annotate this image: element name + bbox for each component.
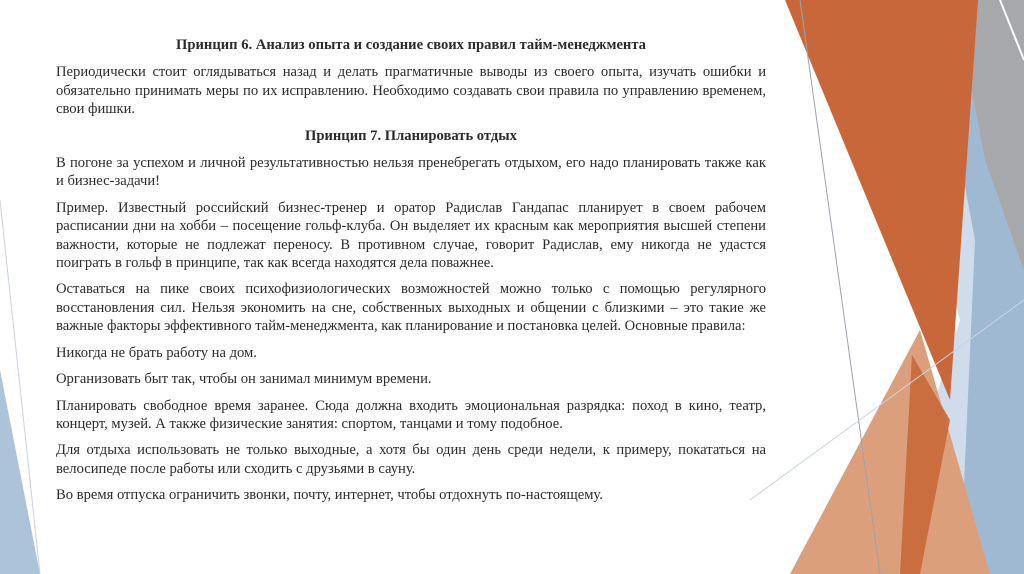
paragraph-7: Планировать свободное время заранее. Сюда должна входить эмоциональная разрядка: поход в кино, театр, концерт, музей. А также физические занятия: спортом, танцами и тому подобное. — [56, 397, 766, 432]
right-top-orange-triangle — [785, 0, 978, 400]
paragraph-3: Пример. Известный российский бизнес-тренер и оратор Радислав Гандапас планирует в своем рабочем расписании дни на хобби – посещение гольф-клуба. Он выделяет их красным как мероприятия высшей степени важности, которые не подлежат переносу. В противном случае, говорит Радислав, ему никогда не удастся поиграть в гольф в принципе, так как всегда находятся дела поважнее. — [56, 199, 766, 272]
left-blue-triangle — [0, 370, 40, 574]
paragraph-5: Никогда не брать работу на дом. — [56, 344, 257, 361]
paragraph-1: Периодически стоит оглядываться назад и делать прагматичные выводы из своего опыта, изучать ошибки и обязательно принимать меры по их исправлению. Необходимо создавать свои правила по управлению временем, свои фишки. — [56, 64, 766, 118]
heading-principle-6: Принцип 6. Анализ опыта и создание своих правил тайм-менеджмента — [176, 37, 646, 53]
paragraph-2: В погоне за успехом и личной результативностью нельзя пренебрегать отдыхом, его надо планировать также как и бизнес-задачи! — [56, 155, 766, 190]
paragraph-4: Оставаться на пике своих психофизиологических возможностей можно только с помощью регулярного восстановления сил. Нельзя экономить на сне, собственных выходных и общении с близкими – это такие же важные факторы эффективного тайм-менеджмента, как планирование и постановка целей. Основные правила: — [56, 281, 766, 335]
paragraph-8: Для отдыха использовать не только выходные, а хотя бы один день среди недели, к примеру, покататься на велосипеде после работы или сходить с друзьями в сауну. — [56, 442, 766, 477]
heading-principle-7: Принцип 7. Планировать отдых — [305, 127, 517, 144]
slide-content — [56, 36, 766, 513]
paragraph-6: Организовать быт так, чтобы он занимал минимум времени. — [56, 371, 432, 388]
paragraph-9: Во время отпуска ограничить звонки, почту, интернет, чтобы отдохнуть по-настоящему. — [56, 487, 603, 504]
